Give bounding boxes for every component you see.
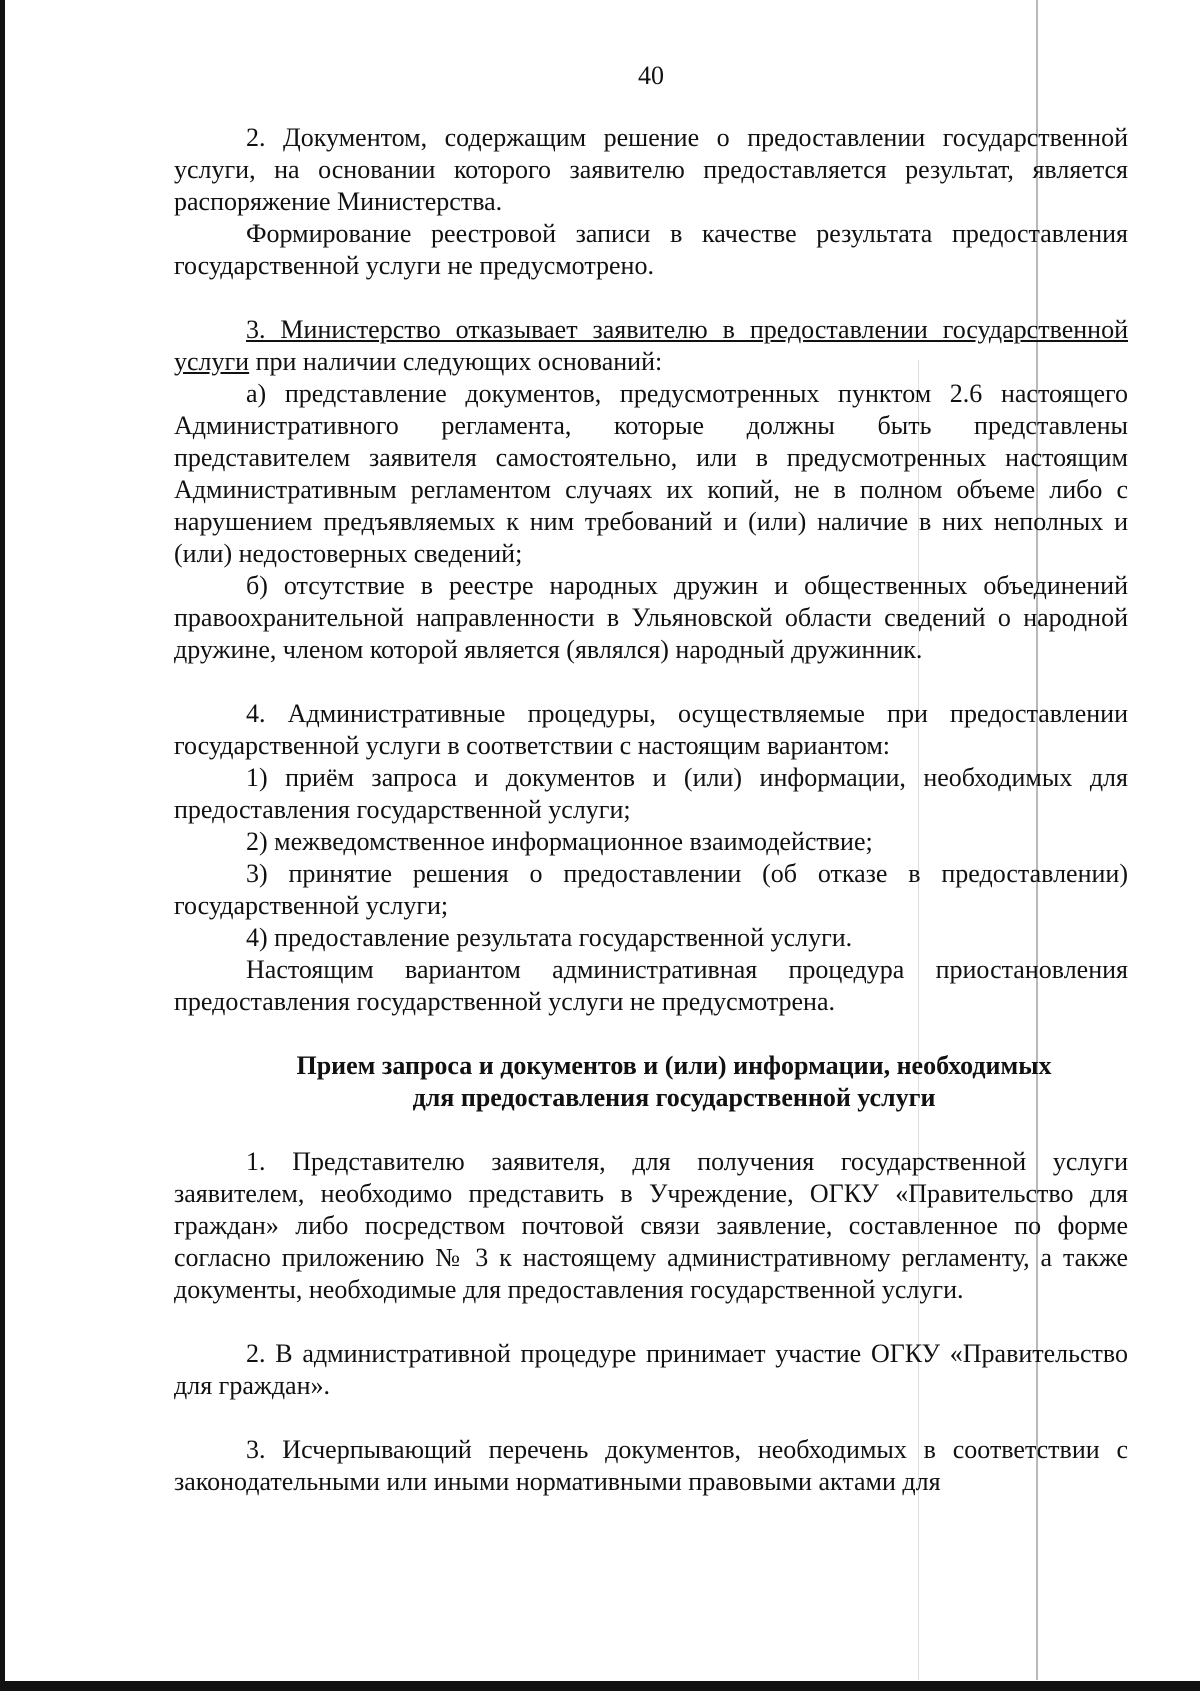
scan-edge-bottom [0,1681,1200,1691]
page-number: 40 [638,61,664,90]
paragraph-result-document: 2. Документом, содержащим решение о предоставлении государственной услуги, на основании которого заявителю предоставляется результат, является распоряжение Министерства. [174,123,1128,216]
procedure-item-1: 1) приём запроса и документов и (или) информации, необходимых для предоставления государственной услуги; [174,763,1128,824]
paragraph-document-list: 3. Исчерпывающий перечень документов, необходимых в соответствии с законодательными или иными нормативными правовыми актами для [174,1435,1128,1496]
spacer [174,282,1128,314]
paragraph-suspension: Настоящим вариантом административная процедура приостановления предоставления государственной услуги не предусмотрена. [174,955,1128,1016]
refusal-underlined-text: 3. Министерство отказывает заявителю в предоставлении государственной услуги [174,315,1128,376]
refusal-ground-b: б) отсутствие в реестре народных дружин и общественных объединений правоохранительной направленности в Ульяновской области сведений о народной дружине, членом которой является (являлся) народный дружинник. [174,571,1128,664]
document-body [174,60,1128,1498]
procedure-item-2: 2) межведомственное информационное взаимодействие; [246,827,873,856]
section-heading-line-1: Прием запроса и документов и (или) информации, необходимых [296,1051,1052,1080]
scan-edge-left [0,0,5,1686]
section-heading [174,1050,1128,1114]
spacer [174,1402,1128,1434]
spacer [174,1114,1128,1146]
spacer [174,1018,1128,1050]
spacer [174,666,1128,698]
procedure-item-4: 4) предоставление результата государственной услуги. [246,923,853,952]
section-heading-line-2: для предоставления государственной услуги [412,1083,936,1112]
paragraph-procedures: 4. Административные процедуры, осуществляемые при предоставлении государственной услуги в соответствии с настоящим вариантом: [174,699,1128,760]
procedure-item-3: 3) принятие решения о предоставлении (об отказе в предоставлении) государственной услуги; [174,859,1128,920]
paragraph-refusal-grounds [174,314,1128,378]
spacer [174,1306,1128,1338]
paragraph-registry-record: Формирование реестровой записи в качестве результата предоставления государственной услуги не предусмотрено. [174,219,1128,280]
paragraph-submission: 1. Представителю заявителя, для получения государственной услуги заявителем, необходимо представить в Учреждение, ОГКУ «Правительство для граждан» либо посредством почтовой связи заявление, составленное по форме согласно приложению № 3 к настоящему административному регламенту, а также документы, необходимые для предоставления государственной услуги. [174,1147,1128,1304]
paragraph-participation: 2. В административной процедуре принимает участие ОГКУ «Правительство для граждан». [174,1339,1128,1400]
refusal-ground-a: а) представление документов, предусмотренных пунктом 2.6 настоящего Административного регламента, которые должны быть представлены представителем заявителя самостоятельно, или в предусмотренных настоящим Административным регламентом случаях их копий, не в полном объеме либо с нарушением предъявляемых к ним требований и (или) наличие в них неполных и (или) недостоверных сведений; [174,379,1128,568]
refusal-rest-text: при наличии следующих оснований: [249,347,663,376]
